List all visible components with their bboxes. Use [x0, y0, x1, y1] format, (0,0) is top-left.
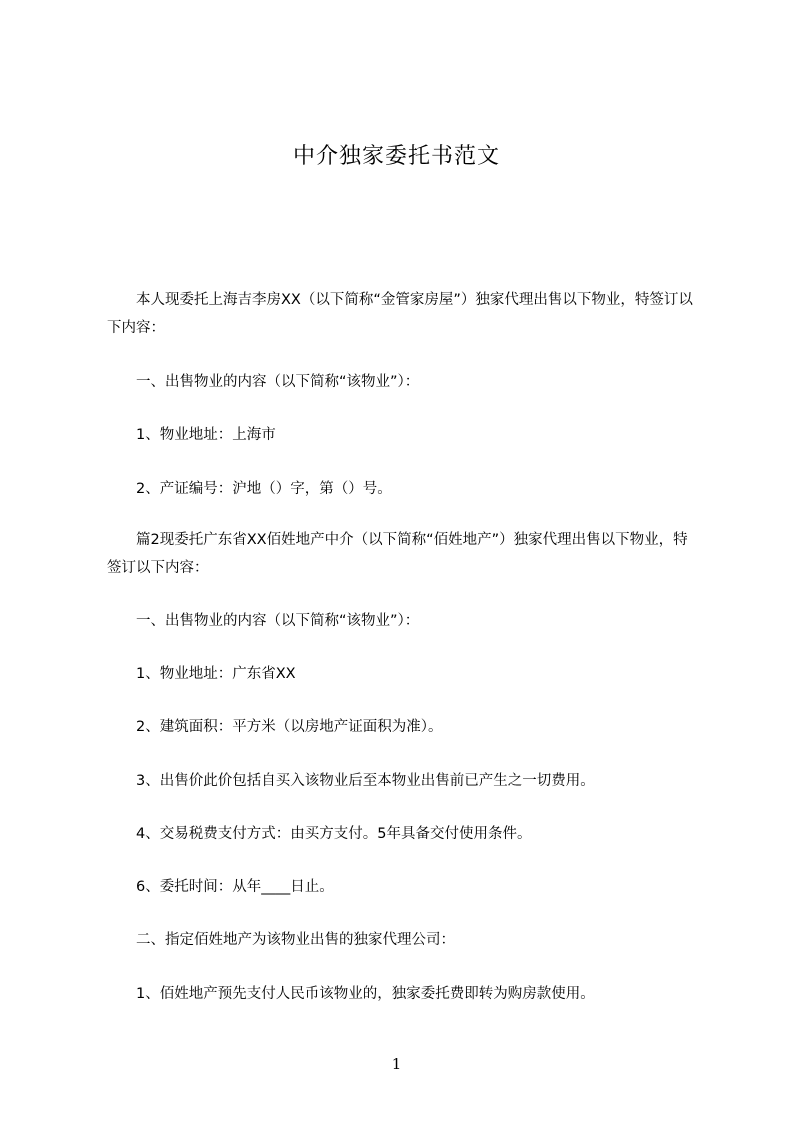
list-item: 4、交易税费支付方式：由买方支付。5年具备交付使用条件。	[136, 826, 532, 842]
list-item: 1、物业地址：广东省XX	[136, 666, 296, 682]
article-2-paragraph: 篇2现委托广东省XX佰姓地产中介（以下简称“佰姓地产”）独家代理出售以下物业，特签订以下内容：	[107, 532, 688, 576]
section-heading-2: 二、指定佰姓地产为该物业出售的独家代理公司：	[136, 932, 455, 948]
page-number: 1	[391, 1055, 402, 1073]
list-item: 2、产证编号：沪地（）字，第（）号。	[136, 481, 392, 497]
document-title: 中介独家委托书范文	[292, 144, 500, 169]
list-item: 2、建筑面积：平方米（以房地产证面积为准）。	[136, 719, 443, 735]
list-item: 1、佰姓地产预先支付人民币该物业的，独家委托费即转为购房款使用。	[136, 986, 595, 1002]
list-item: 3、出售价此价包括自买入该物业后至本物业出售前已产生之一切费用。	[136, 773, 595, 789]
list-item: 6、委托时间：从年____日止。	[136, 879, 334, 895]
section-heading-1: 一、出售物业的内容（以下简称“该物业”）：	[136, 374, 420, 390]
intro-paragraph: 本人现委托上海吉李房XX（以下简称“金管家房屋”）独家代理出售以下物业，特签订以下内容：	[107, 292, 693, 336]
section-heading-1b: 一、出售物业的内容（以下简称“该物业”）：	[136, 613, 420, 629]
list-item: 1、物业地址：上海市	[136, 427, 276, 443]
